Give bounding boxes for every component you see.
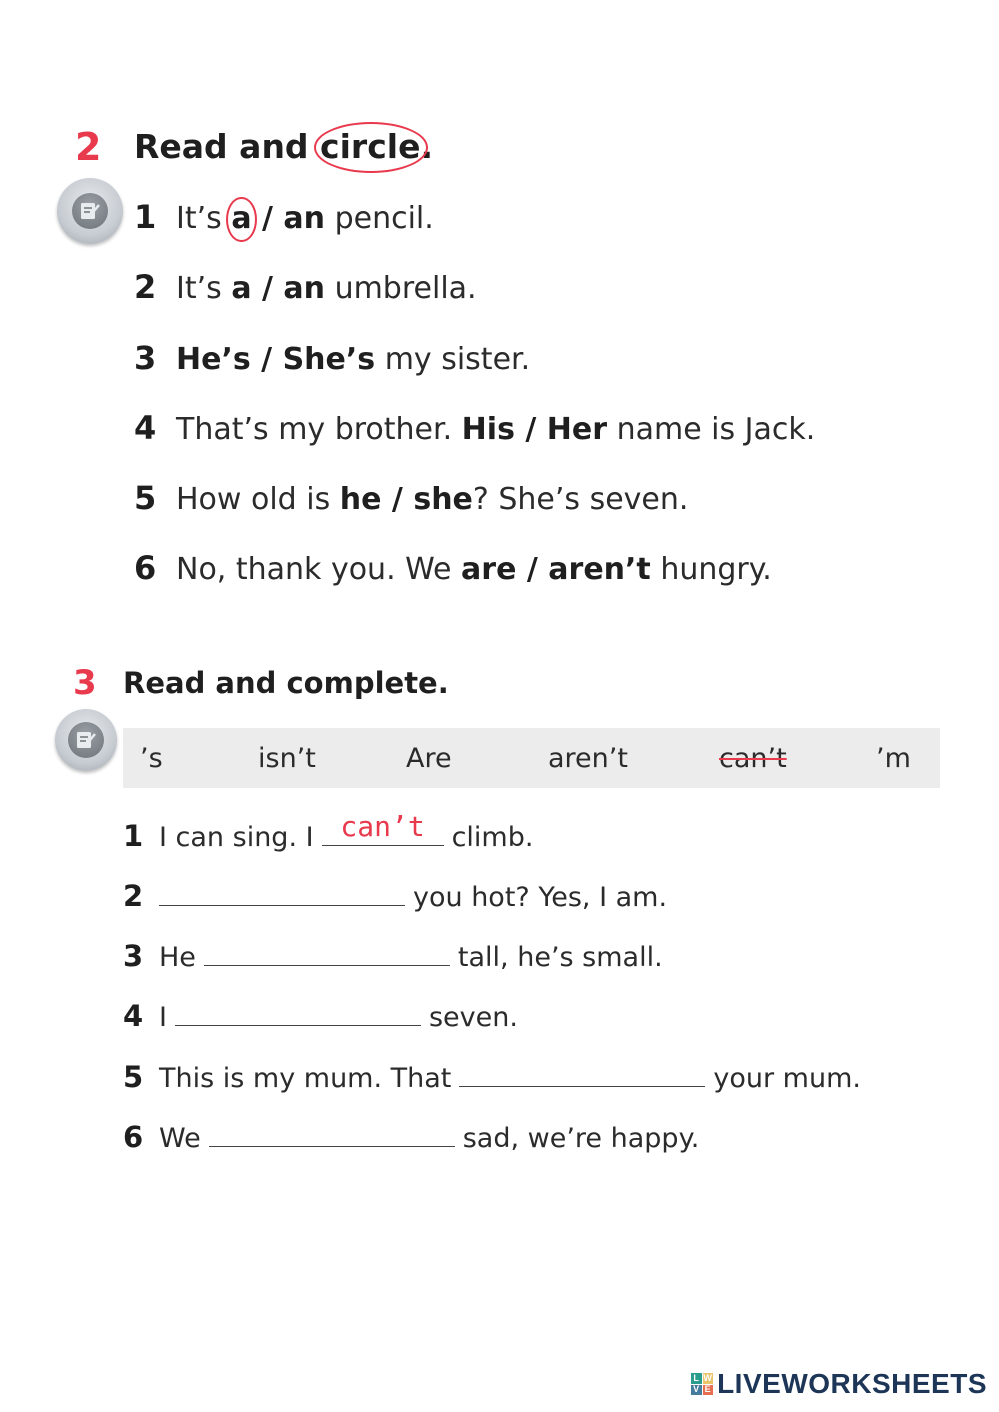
item-number: 3	[134, 339, 157, 377]
item-number: 1	[134, 198, 157, 236]
option-separator: /	[250, 342, 283, 377]
item-post: ? She’s seven.	[472, 482, 689, 517]
option-separator: /	[516, 552, 549, 587]
option-a[interactable]: a	[231, 271, 252, 306]
option-a[interactable]: He’s	[176, 342, 251, 377]
option-b[interactable]: she	[413, 482, 473, 517]
answer-circle	[226, 197, 256, 242]
item-post: hungry.	[650, 552, 772, 587]
option-a[interactable]: His	[461, 412, 515, 447]
item-pre: We	[159, 1123, 201, 1154]
item-post: name is Jack.	[607, 412, 816, 447]
liveworksheets-logo	[691, 1368, 987, 1400]
pencil-note-icon	[68, 722, 104, 758]
item-pre: This is my mum. That	[159, 1063, 452, 1094]
item-number: 6	[123, 1120, 144, 1154]
complete-item	[123, 935, 663, 973]
word-bank-item[interactable]: isn’t	[258, 742, 316, 774]
answer-blank[interactable]	[209, 1116, 455, 1147]
option-b[interactable]: an	[283, 271, 326, 306]
circle-mark	[314, 122, 428, 173]
circled-word-text: circle	[320, 127, 421, 166]
complete-item	[123, 1056, 861, 1094]
word-bank-item[interactable]: ’m	[876, 742, 911, 774]
edit-button-section-3[interactable]	[55, 709, 117, 771]
logo-letter: V	[693, 1384, 700, 1395]
word-bank-item[interactable]: Are	[406, 742, 452, 774]
option-b[interactable]: Her	[546, 412, 608, 447]
answer-blank[interactable]	[204, 935, 450, 966]
item-text	[176, 342, 530, 377]
item-number: 1	[123, 819, 144, 853]
section-3-number: 3	[73, 663, 97, 703]
answer-blank[interactable]	[159, 875, 405, 906]
item-number: 3	[123, 939, 144, 973]
circle-item	[134, 198, 434, 236]
option-separator: /	[251, 271, 284, 306]
item-post: sad, we’re happy.	[462, 1123, 700, 1154]
option-a[interactable]: are	[461, 552, 517, 587]
item-number: 2	[123, 879, 144, 913]
option-b[interactable]: aren’t	[548, 552, 651, 587]
circle-item	[134, 479, 688, 517]
complete-item	[123, 995, 518, 1033]
item-pre: No, thank you. We	[176, 552, 462, 587]
item-text	[176, 201, 434, 236]
edit-button-section-2[interactable]	[57, 178, 123, 244]
logo-letter: L	[691, 1373, 702, 1384]
word-bank-item-used[interactable]: can’t	[719, 742, 787, 774]
item-pre: I	[159, 1002, 167, 1033]
section-2-title	[134, 127, 433, 166]
option-separator: /	[514, 412, 547, 447]
answer-text: can’t	[340, 810, 425, 843]
logo-letter: E	[704, 1384, 712, 1395]
pencil-note-icon	[72, 193, 108, 229]
item-number: 4	[134, 409, 157, 447]
item-text	[176, 412, 815, 447]
item-number: 6	[134, 549, 157, 587]
logo-letter: W	[703, 1372, 713, 1383]
word-bank-item[interactable]: aren’t	[548, 742, 628, 774]
item-pre: That’s my brother.	[176, 412, 462, 447]
item-pre: How old is	[176, 482, 340, 517]
answer-blank[interactable]	[175, 995, 421, 1026]
item-number: 2	[134, 268, 157, 306]
section-3-title: Read and complete.	[123, 666, 449, 700]
item-post: pencil.	[325, 201, 434, 236]
complete-item	[123, 1116, 699, 1154]
item-post: tall, he’s small.	[457, 942, 663, 973]
item-pre: It’s	[176, 201, 232, 236]
item-text	[176, 482, 688, 517]
option-a[interactable]: a	[231, 201, 251, 236]
item-post: umbrella.	[325, 271, 477, 306]
circle-item	[134, 339, 530, 377]
answer-blank[interactable]	[459, 1056, 705, 1087]
logo-text: LIVEWORKSHEETS	[717, 1368, 987, 1399]
section-2-title-end: .	[420, 127, 433, 166]
circle-item	[134, 549, 772, 587]
item-number: 5	[134, 479, 157, 517]
section-2-title-start: Read and	[134, 127, 321, 166]
option-separator: /	[251, 201, 284, 236]
word-bank	[123, 728, 940, 788]
item-post: you hot? Yes, I am.	[413, 882, 668, 913]
item-post: climb.	[451, 822, 534, 853]
logo-mark-icon	[691, 1373, 713, 1395]
option-b[interactable]: an	[283, 201, 326, 236]
item-pre: I can sing. I	[159, 822, 314, 853]
item-pre: It’s	[176, 271, 232, 306]
complete-item	[123, 810, 534, 853]
word-bank-item[interactable]: ’s	[140, 742, 163, 774]
answer-blank[interactable]	[322, 810, 444, 846]
item-post: seven.	[428, 1002, 518, 1033]
item-number: 5	[123, 1060, 144, 1094]
option-a[interactable]: he	[339, 482, 382, 517]
circle-item	[134, 409, 815, 447]
item-pre: He	[159, 942, 196, 973]
section-2-number: 2	[75, 125, 102, 169]
item-post: my sister.	[375, 342, 531, 377]
item-text	[176, 271, 477, 306]
item-post: your mum.	[713, 1063, 861, 1094]
option-separator: /	[381, 482, 414, 517]
item-text	[176, 552, 772, 587]
complete-item	[123, 875, 667, 913]
circle-item	[134, 268, 477, 306]
circled-word	[320, 127, 421, 166]
item-number: 4	[123, 999, 144, 1033]
option-b[interactable]: She’s	[282, 342, 376, 377]
